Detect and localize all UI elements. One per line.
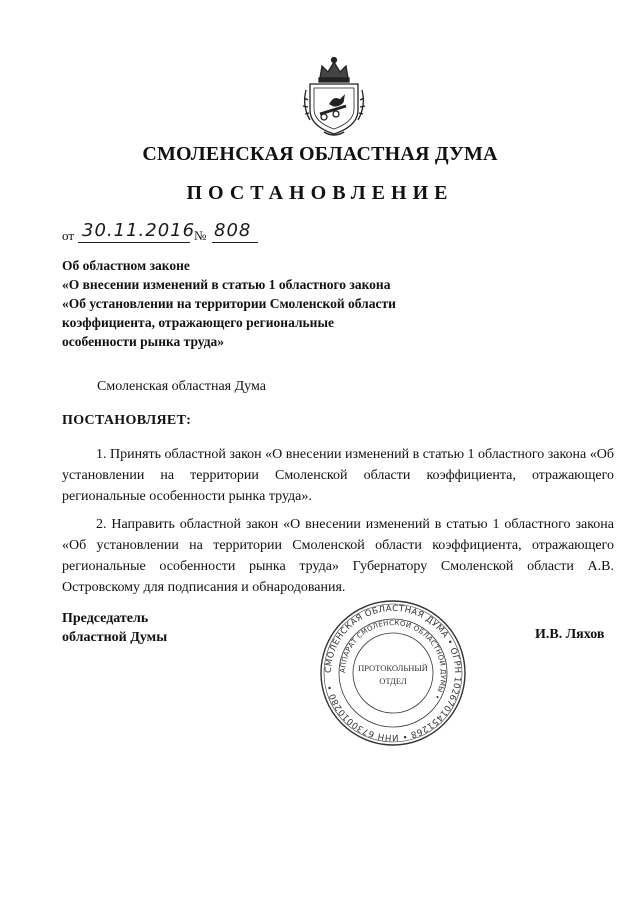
organization-title: СМОЛЕНСКАЯ ОБЛАСТНАЯ ДУМА <box>142 143 498 165</box>
stamp-outer-text: СМОЛЕНСКАЯ ОБЛАСТНАЯ ДУМА • ОГРН 1026701451268 • ИНН 6730010280 • <box>323 603 463 743</box>
subject-line: коэффициента, отражающего региональные <box>62 315 334 330</box>
decree-paragraph-1: 1. Принять областной закон «О внесении изменений в статью 1 областного закона «Об установлении на территории Смоленской области коэффициента, отражающего региональные особенности рынка труда». <box>62 447 614 504</box>
document-date-number-line <box>62 222 282 244</box>
date-underline <box>78 242 190 243</box>
subject-line: «Об установлении на территории Смоленской области <box>62 296 396 311</box>
official-stamp <box>318 598 468 748</box>
subject-line: «О внесении изменений в статью 1 областного закона <box>62 277 391 292</box>
signer-title-line-2: областной Думы <box>62 630 168 645</box>
coat-of-arms-icon <box>300 54 368 138</box>
decree-heading: ПОСТАНОВЛЯЕТ: <box>62 413 192 428</box>
signer-name: И.В. Ляхов <box>535 627 605 642</box>
date-prefix-label: от <box>62 228 75 243</box>
subject-line: особенности рынка труда» <box>62 334 225 349</box>
preamble-text: Смоленская областная Дума <box>97 379 266 394</box>
decree-paragraph-2: 2. Направить областной закон «О внесении изменений в статью 1 областного закона «Об установлении на территории Смоленской области коэффициента, отражающего региональные особенности рынка труда» Губернатору Смоленской области А.В. Островскому для подписания и обнародования. <box>62 517 614 595</box>
number-underline <box>212 242 258 243</box>
document-date: 30.11.2016 <box>82 220 196 241</box>
stamp-inner-text: АППАРАТ СМОЛЕНСКОЙ ОБЛАСТНОЙ ДУМЫ • <box>338 618 448 701</box>
document-number: 808 <box>214 220 252 241</box>
document-type-title: ПОСТАНОВЛЕНИЕ <box>186 182 454 204</box>
document-subject <box>62 256 482 351</box>
stamp-center-line-2: ОТДЕЛ <box>379 676 407 686</box>
subject-line: Об областном законе <box>62 258 190 273</box>
signer-title-line-1: Председатель <box>62 611 149 626</box>
stamp-center-line-1: ПРОТОКОЛЬНЫЙ <box>358 663 428 673</box>
signer-title <box>62 609 167 647</box>
number-prefix-label: № <box>194 228 207 243</box>
